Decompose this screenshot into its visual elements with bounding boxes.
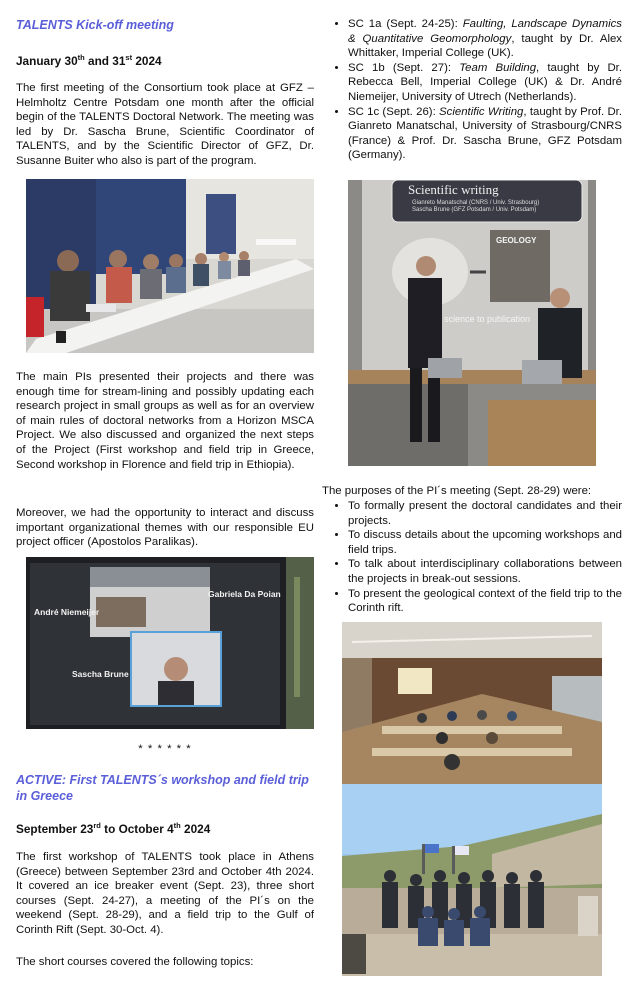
lecture-hall-photo	[342, 622, 602, 784]
short-course-item: • SC 1c (Sept. 26): Scientific Writing, taught by Prof. Dr. Gianreto Manatschal, University of Strasbourg/CNRS (France) & Prof. Dr. Sascha Brune, GFZ Potsdam (Germany).	[348, 105, 622, 163]
pi-meeting-list	[326, 499, 622, 616]
pi-meeting-item: • To talk about interdisciplinary collaborations between the projects in break-out sessions.	[348, 557, 622, 586]
workshop-paragraph-1: The first workshop of TALENTS took place in Athens (Greece) between September 23rd and October 4th 2024. It covered an ice breaker event (Sept. 23), three short courses (Sept. 24-27), a meeting of the PI´s on the weekend (Sept. 28-29), and a field trip to the Gulf of Corinth Rift (Sept. 30-Oct. 4).	[16, 851, 314, 936]
group-photo	[342, 784, 602, 976]
short-course-item: • SC 1b (Sept. 27): Team Building, taught by Dr. Rebecca Bell, Imperial College (UK) & Dr. André Niemeijer, University of Utrech (Netherlands).	[348, 61, 622, 105]
kickoff-paragraph-1: The first meeting of the Consortium took place at GFZ – Helmholtz Centre Potsdam one month after the official begin of the TALENTS Doctoral Network. The meeting was led by Dr. Sascha Brune, Scientific Coordinator of TALENTS, and by the Scientific Director of GFZ, Dr. Susanne Buiter who also is part of the program.	[16, 82, 314, 167]
pi-meeting-item: • To formally present the doctoral candidates and their projects.	[348, 499, 622, 528]
kickoff-title: TALENTS Kick-off meeting	[16, 18, 174, 32]
short-course-list	[326, 17, 622, 163]
workshop-date: September 23rd to October 4th 2024	[16, 821, 211, 836]
slide-bottom-text: science to publication	[444, 314, 531, 324]
meeting-room-photo	[26, 179, 314, 353]
short-course-item: • SC 1a (Sept. 24-25): Faulting, Landscape Dynamics & Quantitative Geomorphology, taught by Dr. Alex Whittaker, Imperial College (UK).	[348, 17, 622, 61]
kickoff-paragraph-2: The main PIs presented their projects and there was enough time for stream-lining and possibly updating each research project in small groups as well as for an overview of main rules of doctoral networks from a Horizon MSCA Project. We also discussed and organized the next steps of the Project (First workshop and field trip in Greece, Second workshop in Florence and field trip in Ethiopia).	[16, 371, 314, 471]
video-label-brune: Sascha Brune	[72, 669, 129, 679]
video-label-dapoian: Gabriela Da Poian	[208, 589, 281, 599]
workshop-paragraph-2: The short courses covered the following topics:	[16, 956, 254, 968]
kickoff-date: January 30th and 31st 2024	[16, 53, 162, 68]
pi-meeting-intro: The purposes of the PI´s meeting (Sept. 28-29) were:	[322, 485, 592, 497]
video-label-niemeijer: André Niemeijer	[34, 607, 100, 617]
video-call-photo	[26, 557, 314, 729]
workshop-title: ACTIVE: First TALENTS´s workshop and field trip in Greece	[16, 773, 309, 803]
pi-meeting-item: • To present the geological context of the field trip to the Corinth rift.	[348, 587, 622, 616]
slide-author-1: Gianreto Manatschal (CNRS / Univ. Strasbourg)	[412, 200, 540, 206]
scientific-writing-photo	[348, 180, 596, 466]
kickoff-paragraph-3: Moreover, we had the opportunity to interact and discuss important organizational themes with our responsible EU project officer (Apostolos Paralikas).	[16, 507, 314, 549]
slide-author-2: Sascha Brune (GFZ Potsdam / Univ. Potsdam)	[412, 207, 537, 213]
section-separator: * * * * * *	[138, 743, 192, 755]
pi-meeting-item: • To discuss details about the upcoming workshops and field trips.	[348, 528, 622, 557]
slide-title: Scientific writing	[408, 182, 499, 197]
slide-geology-label: GEOLOGY	[496, 236, 537, 245]
